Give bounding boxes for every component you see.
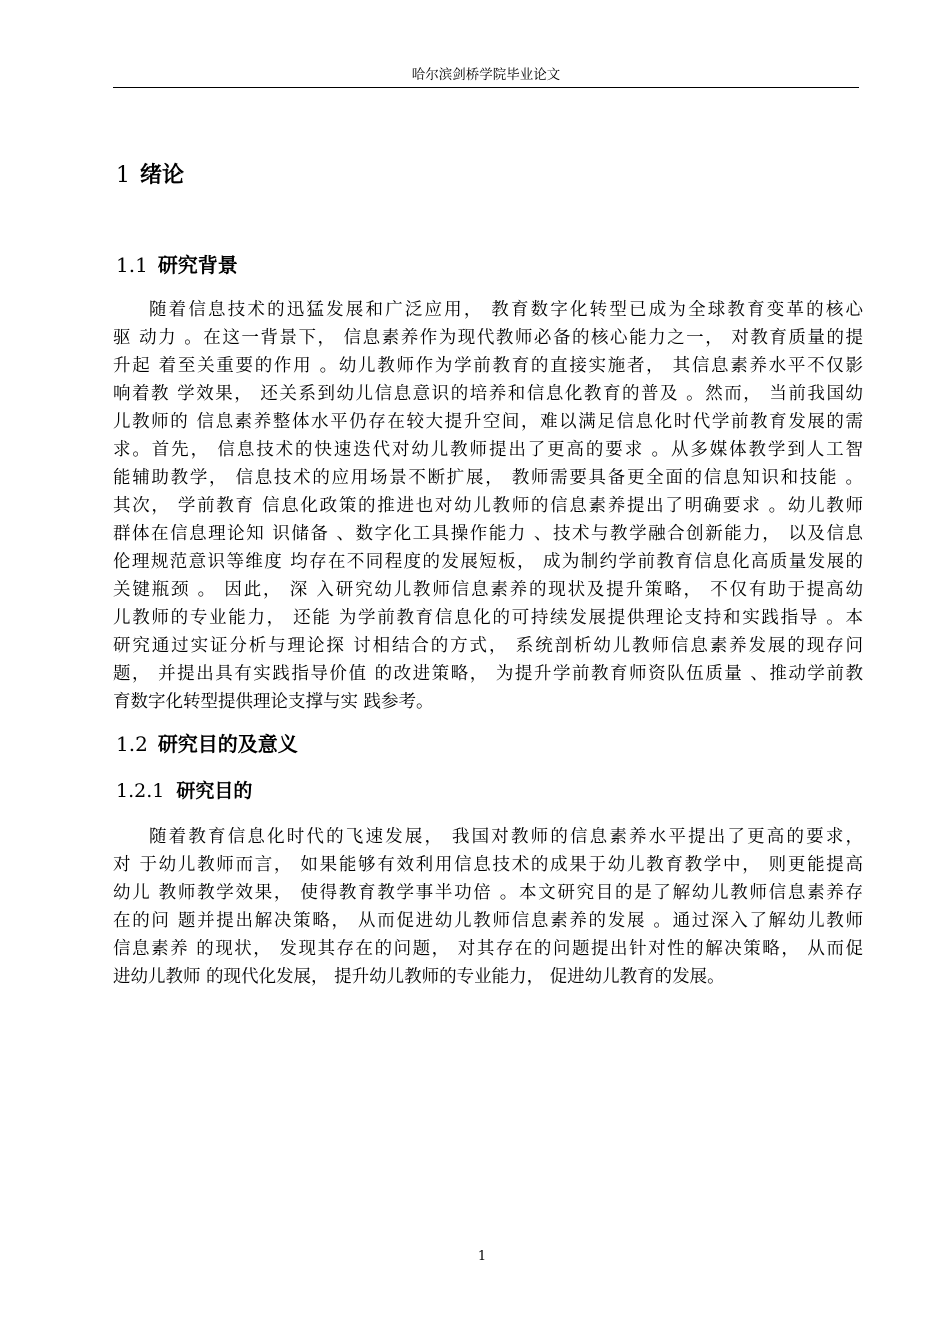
subsection-number: 1.2.1 xyxy=(116,780,165,802)
paragraph-line: 儿教师的 信息素养整体水平仍存在较大提升空间，难以满足信息化时代学前教育发展的需 xyxy=(113,412,863,432)
purpose-paragraph xyxy=(113,823,863,991)
paragraph-line: 响着教 学效果， 还关系到幼儿信息意识的培养和信息化教育的普及 。然而， 当前我国幼 xyxy=(113,384,863,404)
paragraph-line: 其次， 学前教育 信息化政策的推进也对幼儿教师的信息素养提出了明确要求 。幼儿教师 xyxy=(113,496,863,516)
paragraph-line: 随着信息技术的迅猛发展和广泛应用， 教育数字化转型已成为全球教育变革的核心 xyxy=(149,300,863,320)
chapter-number: 1 xyxy=(116,163,130,188)
paragraph-line: 育数字化转型提供理论支撑与实 践参考。 xyxy=(113,692,434,712)
paragraph-line: 群体在信息理论知 识储备 、数字化工具操作能力 、技术与教学融合创新能力， 以及信息 xyxy=(113,524,863,544)
paragraph-line: 信息素养 的现状， 发现其存在的问题， 对其存在的问题提出针对性的解决策略， 从而促 xyxy=(113,939,863,959)
paragraph-line: 对 于幼儿教师而言， 如果能够有效利用信息技术的成果于幼儿教育教学中， 则更能提高 xyxy=(113,855,863,875)
section-heading-purpose-significance xyxy=(116,729,298,759)
paragraph-line: 能辅助教学， 信息技术的应用场景不断扩展， 教师需要具备更全面的信息知识和技能 。 xyxy=(113,468,863,488)
paragraph-line: 随着教育信息化时代的飞速发展， 我国对教师的信息素养水平提出了更高的要求， xyxy=(149,827,863,847)
section-number: 1.2 xyxy=(116,732,148,756)
section-title: 研究背景 xyxy=(157,253,238,277)
section-title: 研究目的及意义 xyxy=(157,732,298,756)
paragraph-line: 升起 着至关重要的作用 。幼儿教师作为学前教育的直接实施者， 其信息素养水平不仅影 xyxy=(113,356,863,376)
paragraph-line: 题， 并提出具有实践指导价值 的改进策略， 为提升学前教育师资队伍质量 、推动学前教 xyxy=(113,664,863,684)
paragraph-line: 幼儿 教师教学效果， 使得教育教学事半功倍 。本文研究目的是了解幼儿教师信息素养存 xyxy=(113,883,863,903)
page-number: 1 xyxy=(477,1249,487,1264)
paragraph-line: 求。首先， 信息技术的快速迭代对幼儿教师提出了更高的要求 。从多媒体教学到人工智 xyxy=(113,440,863,460)
section-heading-background xyxy=(116,250,238,280)
paragraph-line: 进幼儿教师 的现代化发展， 提升幼儿教师的专业能力， 促进幼儿教育的发展。 xyxy=(113,967,725,987)
section-number: 1.1 xyxy=(116,253,148,277)
paragraph-line: 伦理规范意识等维度 均存在不同程度的发展短板， 成为制约学前教育信息化高质量发展的 xyxy=(113,552,863,572)
chapter-title: 绪论 xyxy=(140,163,185,188)
paragraph-line: 在的问 题并提出解决策略， 从而促进幼儿教师信息素养的发展 。通过深入了解幼儿教师 xyxy=(113,911,863,931)
paragraph-line: 驱 动力 。在这一背景下， 信息素养作为现代教师必备的核心能力之一， 对教育质量的提 xyxy=(113,328,863,348)
paragraph-line: 儿教师的专业能力， 还能 为学前教育信息化的可持续发展提供理论支持和实践指导 。本 xyxy=(113,608,863,628)
subsection-heading-purpose xyxy=(116,777,252,805)
background-paragraph xyxy=(113,296,863,716)
subsection-title: 研究目的 xyxy=(176,780,253,802)
paragraph-line: 关键瓶颈 。 因此， 深 入研究幼儿教师信息素养的现状及提升策略， 不仅有助于提高幼 xyxy=(113,580,863,600)
paragraph-line: 研究通过实证分析与理论探 讨相结合的方式， 系统剖析幼儿教师信息素养发展的现存问 xyxy=(113,636,863,656)
chapter-heading xyxy=(116,160,184,192)
header-divider xyxy=(113,87,859,88)
running-header: 哈尔滨剑桥学院毕业论文 xyxy=(411,67,561,83)
